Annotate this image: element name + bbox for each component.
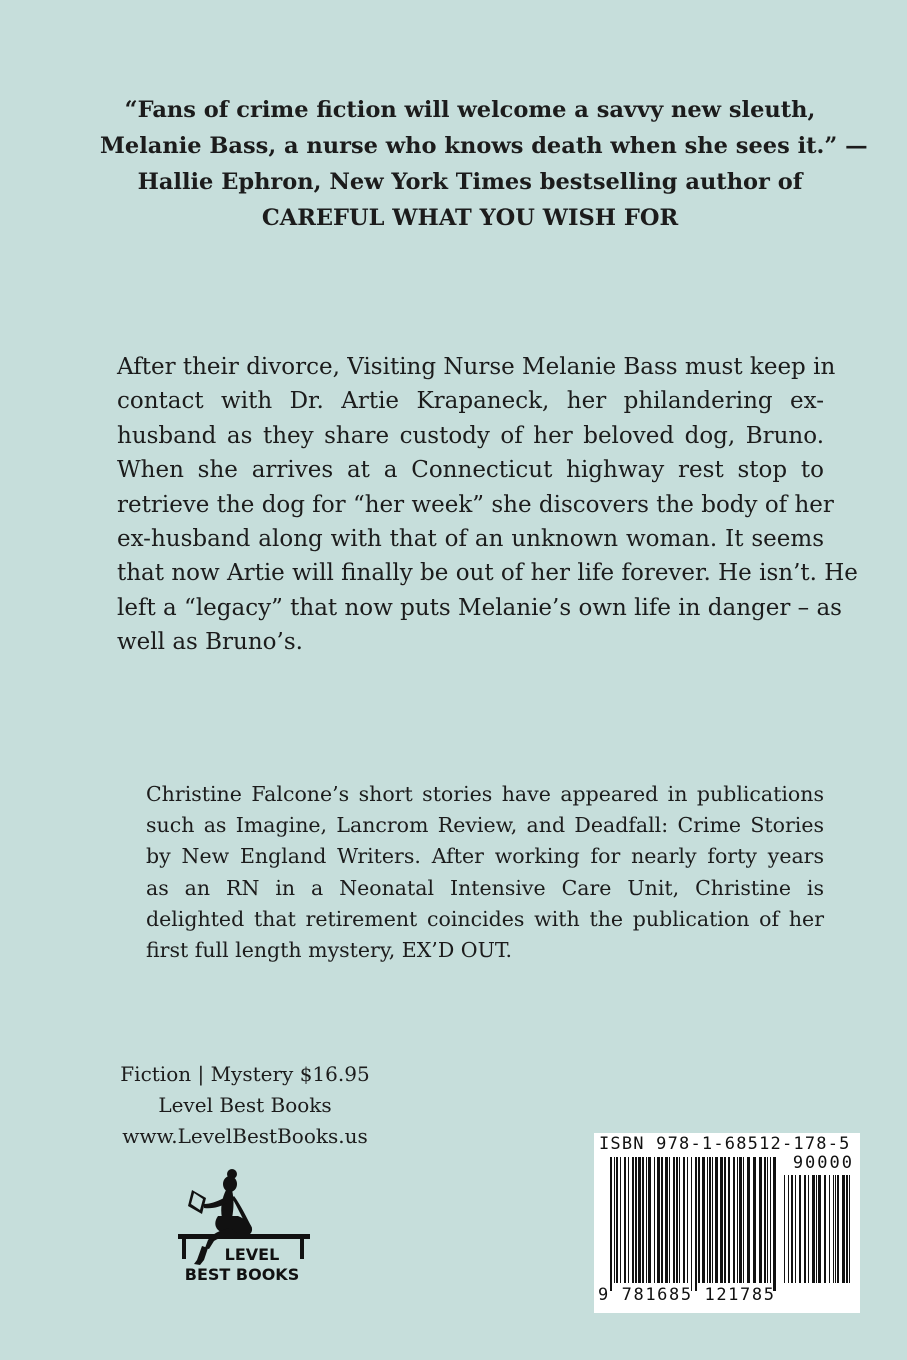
description-line: retrieve the dog for “her week” she discovers the body of her [117, 491, 834, 518]
description-line: ex-husband along with that of an unknown woman. It seems [117, 526, 824, 553]
bio-line: Christine Falcone’s short stories have appeared in publications [146, 782, 824, 806]
description-line: After their divorce, Visiting Nurse Melanie Bass must keep in [117, 354, 836, 380]
logo-text-best-books: BEST BOOKS [184, 1265, 300, 1284]
description-line: When she arrives at a Connecticut highway rest stop to [117, 457, 824, 484]
logo-text-level: LEVEL [224, 1245, 280, 1264]
publisher-name: Level Best Books [158, 1093, 332, 1117]
publisher-website: www.LevelBestBooks.us [122, 1124, 368, 1148]
bio-line: first full length mystery, EX’D OUT. [146, 938, 513, 963]
isbn-label: ISBN 978-1-68512-178-5 [599, 1134, 851, 1154]
description-line: well as Bruno’s. [117, 629, 303, 656]
description-line: husband as they share custody of her beloved dog, Bruno. [117, 422, 824, 449]
category-price: Fiction | Mystery $16.95 [120, 1062, 370, 1086]
publisher-info [110, 1059, 380, 1152]
description-line: left a “legacy” that now puts Melanie’s own life in danger – as [117, 594, 842, 621]
woman-reading-on-bench-icon [172, 1168, 314, 1288]
quote-line: “Fans of crime fiction will welcome a savvy new sleuth, [124, 97, 816, 123]
description-line: that now Artie will finally be out of her life forever. He isn’t. He [117, 560, 858, 587]
quote-line: Melanie Bass, a nurse who knows death when she sees it.” — [100, 133, 868, 159]
isbn-barcode [594, 1133, 860, 1313]
bio-line: such as Imagine, Lancrom Review, and Deadfall: Crime Stories [146, 813, 824, 838]
bio-line: as an RN in a Neonatal Intensive Care Unit, Christine is [146, 875, 824, 900]
quote-line: Hallie Ephron, New York Times bestselling author of [137, 169, 803, 195]
ean-digits: 9 781685 121785 [598, 1285, 776, 1305]
quote-line: CAREFUL WHAT YOU WISH FOR [261, 205, 679, 231]
book-description [117, 350, 858, 660]
bio-line: delighted that retirement coincides with the publication of her [146, 906, 824, 931]
description-line: contact with Dr. Artie Krapaneck, her philandering ex- [117, 388, 824, 415]
price-addon-digits: 90000 [792, 1153, 854, 1173]
endorsement-quote [100, 92, 868, 236]
bio-line: by New England Writers. After working for nearly forty years [146, 844, 824, 869]
author-bio [146, 779, 824, 966]
